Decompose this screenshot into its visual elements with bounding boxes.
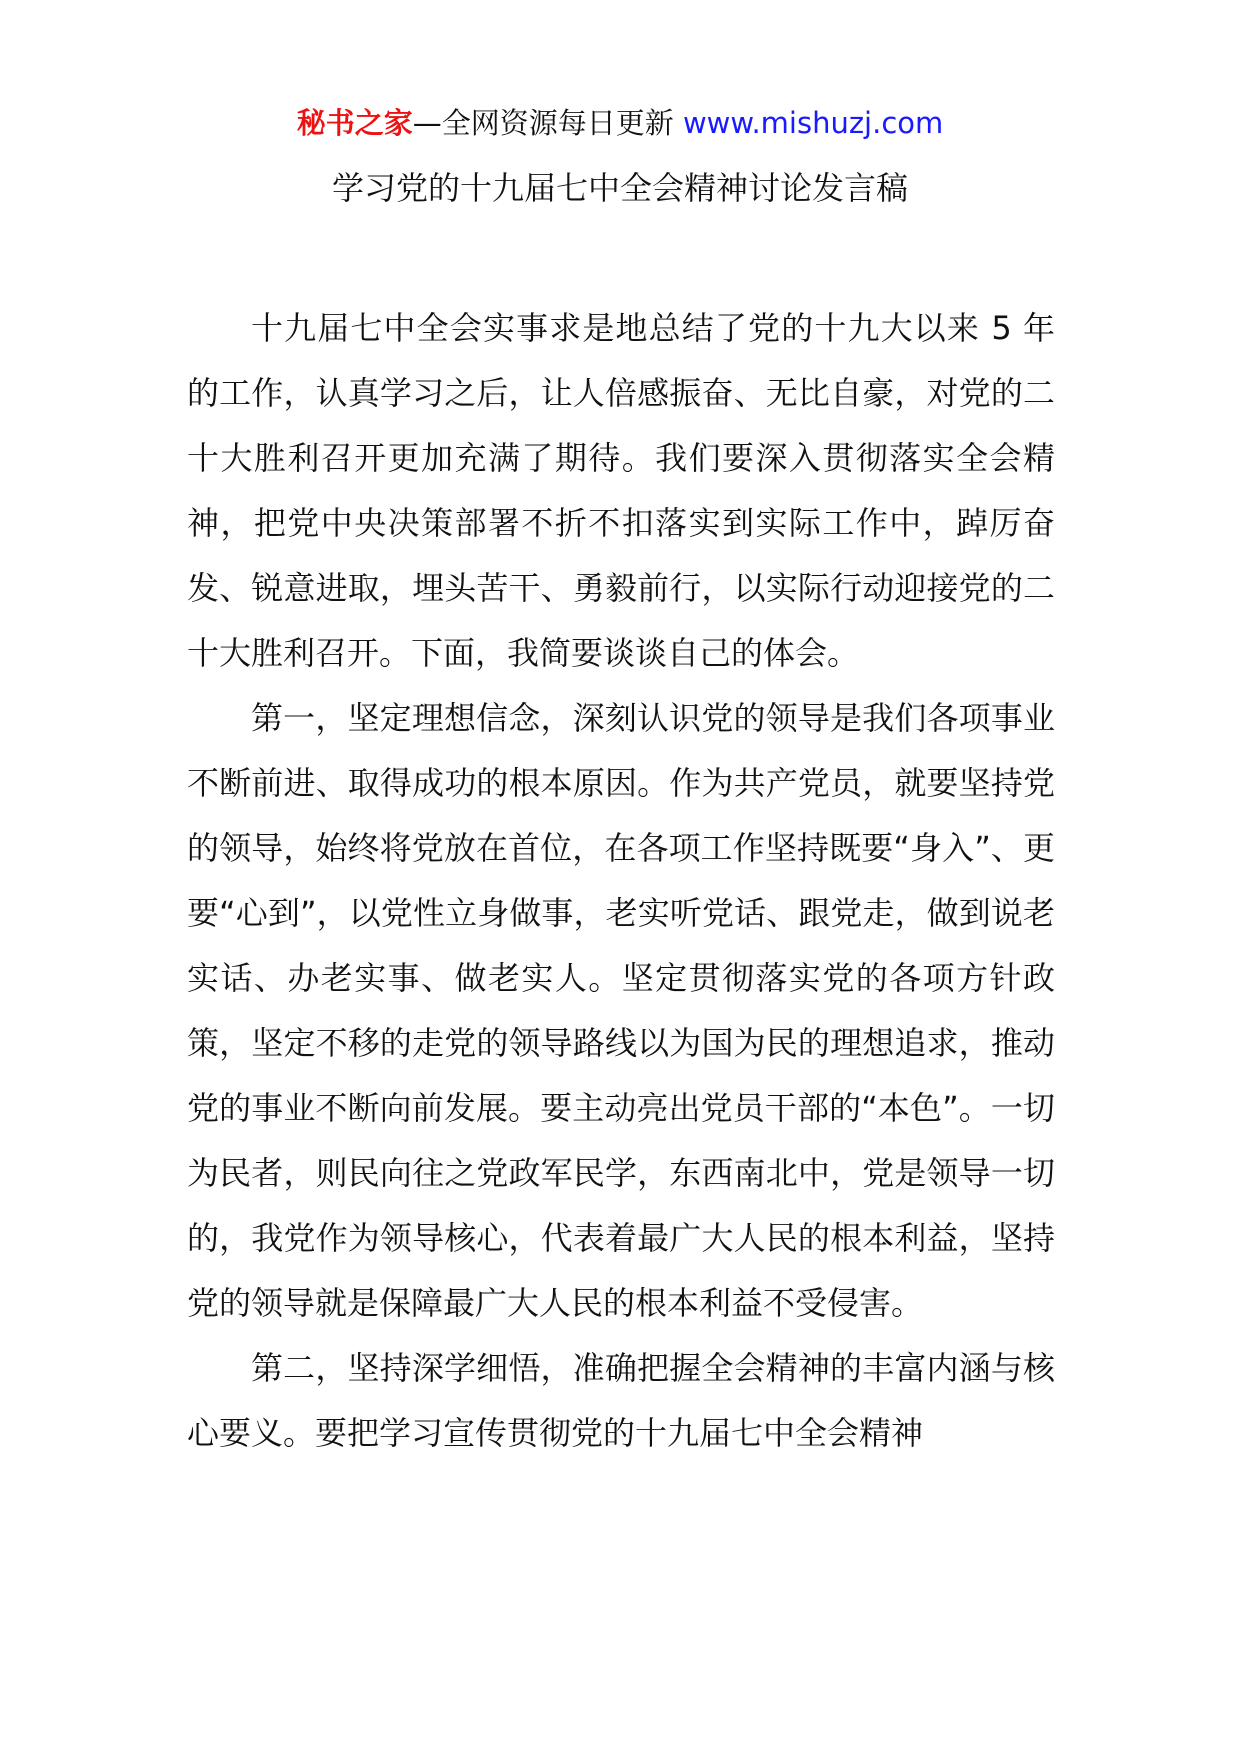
document-body: [187, 296, 1055, 1466]
document-title: 学习党的十九届七中全会精神讨论发言稿: [331, 169, 908, 207]
header-slogan: —全网资源每日更新: [412, 106, 674, 140]
paragraph-intro: 十九届七中全会实事求是地总结了党的十九大以来 5 年的工作，认真学习之后，让人倍感振奋、无比自豪，对党的二十大胜利召开更加充满了期待。我们要深入贯彻落实全会精神，把党中央决策部署不折不扣落实到实际工作中，踔厉奋发、锐意进取，埋头苦干、勇毅前行，以实际行动迎接党的二十大胜利召开。下面，我简要谈谈自己的体会。: [187, 309, 1055, 672]
paragraph-second-point: 第二，坚持深学细悟，准确把握全会精神的丰富内涵与核心要义。要把学习宣传贯彻党的十九届七中全会精神: [187, 1349, 1055, 1452]
brand-name: 秘书之家: [296, 106, 413, 140]
site-header: [0, 100, 1240, 146]
site-url-link[interactable]: www.mishuzj.com: [682, 106, 944, 140]
paragraph-first-point: 第一，坚定理想信念，深刻认识党的领导是我们各项事业不断前进、取得成功的根本原因。作为共产党员，就要坚持党的领导，始终将党放在首位，在各项工作坚持既要“身入”、更要“心到”，以党性立身做事，老实听党话、跟党走，做到说老实话、办老实事、做老实人。坚定贯彻落实党的各项方针政策，坚定不移的走党的领导路线以为国为民的理想追求，推动党的事业不断向前发展。要主动亮出党员干部的“本色”。一切为民者，则民向往之党政军民学，东西南北中，党是领导一切的，我党作为领导核心，代表着最广大人民的根本利益，坚持党的领导就是保障最广大人民的根本利益不受侵害。: [187, 699, 1055, 1322]
